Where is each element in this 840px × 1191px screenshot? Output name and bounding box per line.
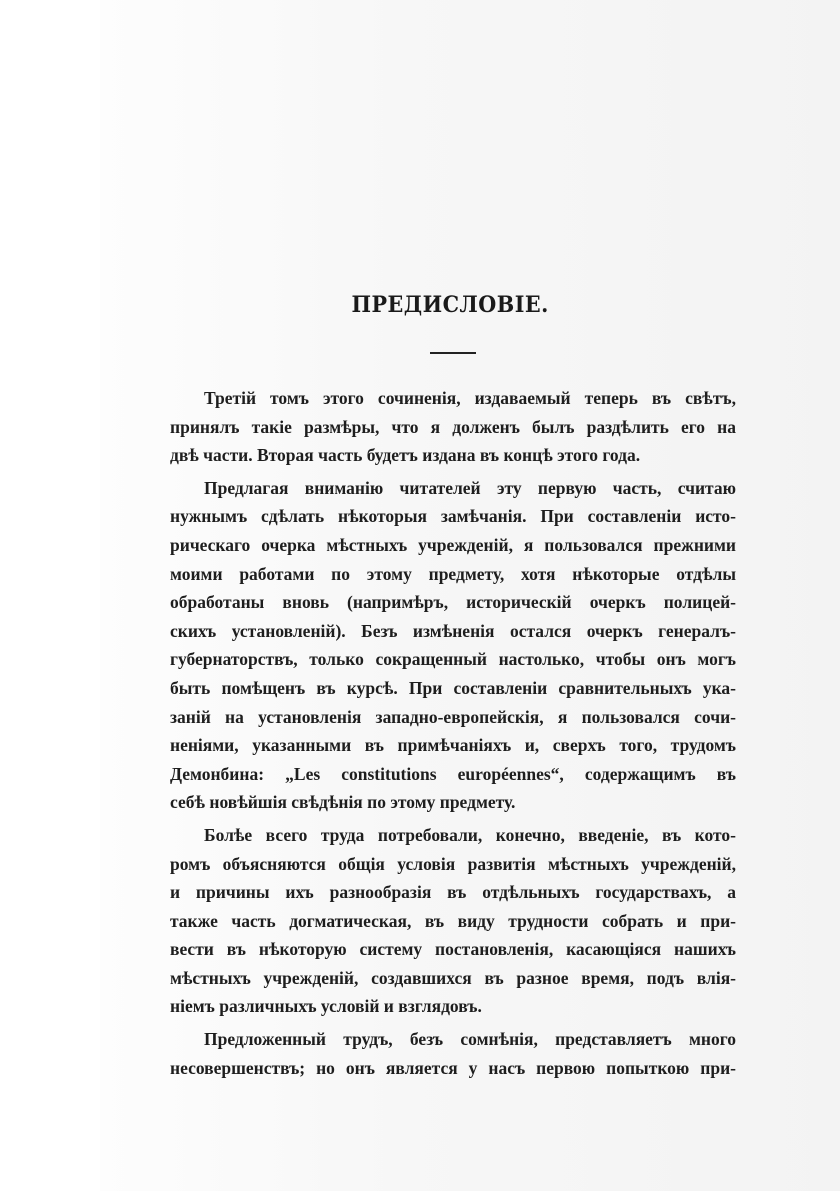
text-line: Болѣе всего труда потребовали, конечно, введеніе, въ кото- (204, 824, 736, 845)
preface-body (170, 384, 736, 1086)
title-divider (430, 352, 476, 354)
text-line: обработаны вновь (напримѣръ, историческій очеркъ полицей- (170, 592, 736, 613)
text-line: также часть догматическая, въ виду трудности собрать и при- (170, 910, 736, 931)
text-line: моими работами по этому предмету, хотя нѣкоторые отдѣлы (170, 563, 736, 584)
text-line: рическаго очерка мѣстныхъ учрежденій, я пользовался прежними (170, 534, 736, 555)
text-line: несовершенствъ; но онъ является у насъ первою попыткою при- (170, 1057, 736, 1078)
text-line: Демонбина: „Les constitutions européennes“, содержащимъ въ (170, 763, 736, 784)
text-line: заній на установленія западно-европейскія, я пользовался сочи- (170, 706, 736, 727)
text-line: и причины ихъ разнообразія въ отдѣльныхъ государствахъ, а (170, 882, 736, 903)
text-line: себѣ новѣйшія свѣдѣнія по этому предмету. (170, 792, 516, 813)
text-line: Предложенный трудъ, безъ сомнѣнія, представляетъ много (204, 1029, 736, 1050)
paragraph (170, 384, 736, 470)
text-line: нужнымъ сдѣлать нѣкоторыя замѣчанія. При составленіи исто- (170, 506, 736, 527)
text-line: скихъ установленій). Безъ измѣненія остался очеркъ генералъ- (170, 620, 736, 641)
text-line: ромъ объясняются общія условія развитія мѣстныхъ учрежденій, (170, 853, 736, 874)
text-line: вести въ нѣкоторую систему постановленія, касающіяся нашихъ (170, 939, 736, 960)
paragraph (170, 474, 736, 817)
text-line: мѣстныхъ учрежденій, создавшихся въ разное время, подъ влія- (170, 967, 736, 988)
paragraph (170, 1025, 736, 1082)
text-line: Предлагая вниманію читателей эту первую часть, считаю (204, 477, 736, 498)
page-title: ПРЕДИСЛОВІЕ. (351, 292, 549, 318)
text-line: ніемъ различныхъ условій и взглядовъ. (170, 996, 482, 1017)
text-line: неніями, указанными въ примѣчаніяхъ и, сверхъ того, трудомъ (170, 735, 736, 756)
text-line: принялъ такіе размѣры, что я долженъ былъ раздѣлить его на (170, 416, 736, 437)
text-line: двѣ части. Вторая часть будетъ издана въ концѣ этого года. (170, 445, 641, 466)
text-line: быть помѣщенъ въ курсѣ. При составленіи сравнительныхъ ука- (170, 677, 736, 698)
paragraph (170, 821, 736, 1021)
text-line: губернаторствъ, только сокращенный настолько, чтобы онъ могъ (170, 649, 736, 670)
text-line: Третій томъ этого сочиненія, издаваемый теперь въ свѣтъ, (204, 388, 736, 408)
